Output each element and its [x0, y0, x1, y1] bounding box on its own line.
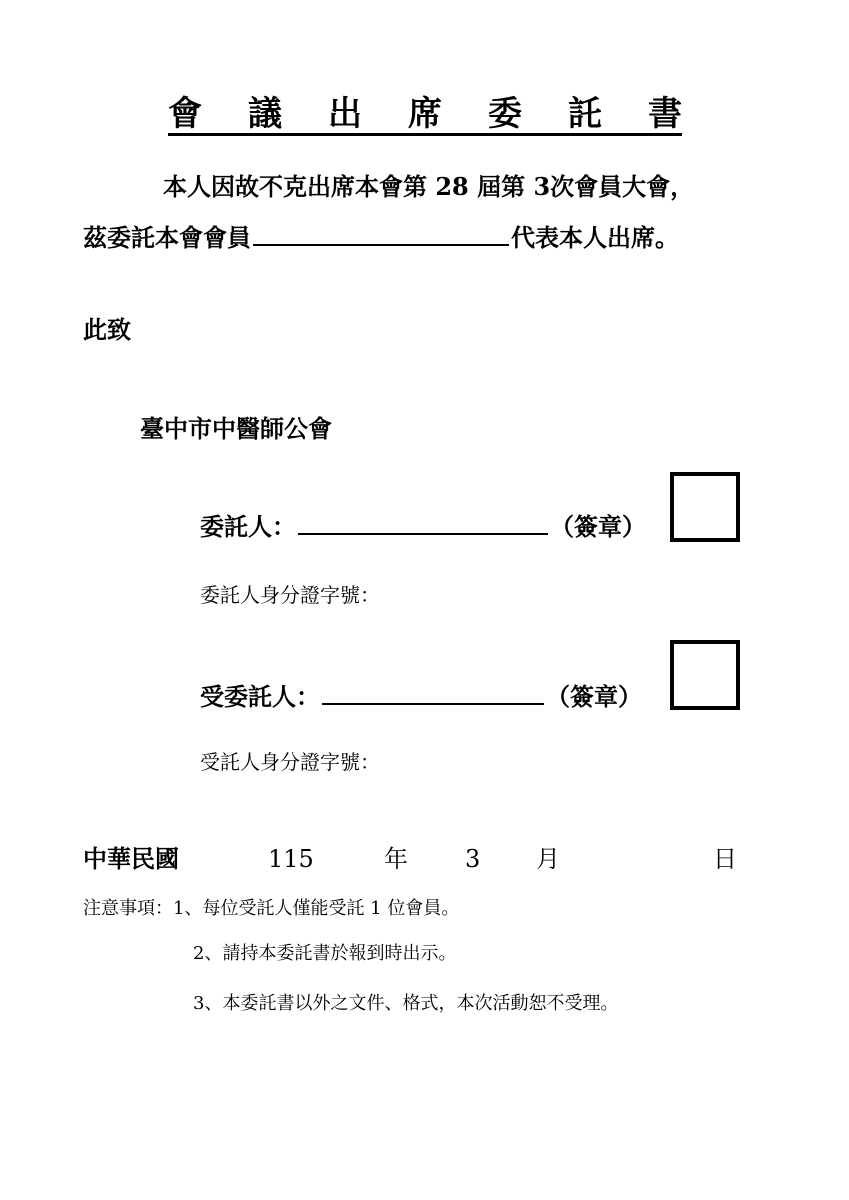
- note-item: 3、本委託書以外之文件、格式，本次活動恕不受理。: [193, 993, 619, 1014]
- title-char: 會: [168, 94, 202, 134]
- recipient: 臺中市中醫師公會: [140, 414, 332, 443]
- delegatee-id-label: 受託人身分證字號：: [200, 750, 380, 774]
- notes-label: 注意事項：: [83, 898, 173, 919]
- date-month: 3: [465, 845, 481, 873]
- date-year: 115: [268, 845, 314, 873]
- delegator-label: 委託人：: [200, 512, 296, 541]
- delegator-seal-label: （簽章）: [550, 512, 646, 541]
- date-month-unit: 月: [536, 845, 560, 873]
- delegatee-row: [200, 682, 642, 711]
- notes-first-line: [83, 900, 459, 918]
- delegatee-label: 受委託人：: [200, 682, 320, 711]
- date-year-unit: 年: [384, 845, 408, 873]
- body-line-2-suffix: 代表本人出席。: [511, 223, 679, 252]
- document-title: [168, 88, 682, 136]
- body-line-2: [83, 223, 679, 252]
- title-char: 委: [488, 94, 522, 134]
- delegator-id-label: 委託人身分證字號：: [200, 583, 380, 607]
- title-char: 託: [568, 94, 602, 134]
- delegator-row: [200, 512, 646, 541]
- date-era: 中華民國: [83, 844, 179, 873]
- title-char: 書: [648, 94, 682, 134]
- delegatee-name-blank[interactable]: [253, 226, 509, 246]
- body-line-2-prefix: 茲委託本會會員: [83, 223, 251, 252]
- delegatee-seal-label: （簽章）: [546, 682, 642, 711]
- delegator-signature-blank[interactable]: [298, 515, 548, 535]
- date-day-unit: 日: [713, 845, 737, 873]
- salutation: 此致: [83, 315, 131, 344]
- delegatee-signature-blank[interactable]: [322, 685, 544, 705]
- title-char: 議: [248, 94, 282, 134]
- body-line-1: 本人因故不克出席本會第 28 屆第 3次會員大會，: [163, 172, 695, 201]
- title-char: 席: [408, 94, 442, 134]
- note-item: 1、每位受託人僅能受託 1 位會員。: [173, 898, 460, 919]
- note-item: 2、請持本委託書於報到時出示。: [193, 943, 457, 964]
- delegator-seal-box[interactable]: [670, 472, 740, 542]
- delegatee-seal-box[interactable]: [670, 640, 740, 710]
- title-char: 出: [328, 94, 362, 134]
